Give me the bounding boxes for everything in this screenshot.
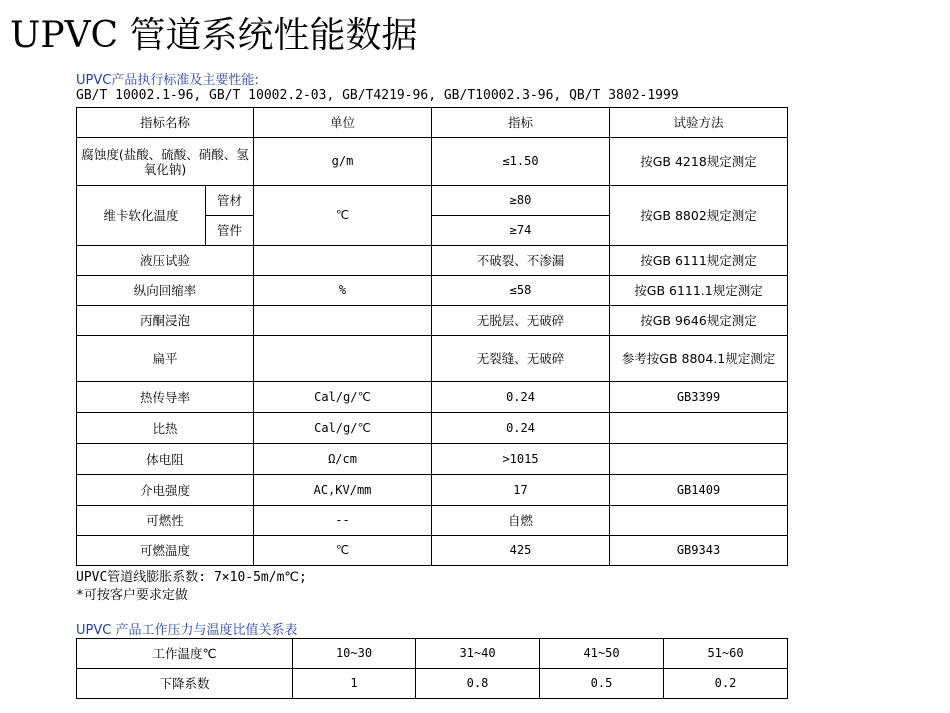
table-row: [77, 336, 788, 382]
row-unit: AC,KV/mm: [254, 475, 432, 506]
table-header-row: [77, 108, 788, 138]
coeff-value: 0.5: [540, 669, 664, 699]
row-value: 0.24: [432, 413, 610, 444]
custom-note: *可按客户要求定做: [76, 588, 188, 603]
row-subname: 管材: [206, 186, 254, 216]
row-value: ≤58: [432, 276, 610, 306]
table-row: [77, 276, 788, 306]
table-row: [77, 506, 788, 536]
row-method: 按GB 8802规定测定: [610, 186, 788, 246]
row-method: [610, 506, 788, 536]
row-unit: g/m: [254, 138, 432, 186]
row-method: [610, 444, 788, 475]
row-unit: [254, 336, 432, 382]
row-unit: Cal/g/℃: [254, 382, 432, 413]
table-row: [77, 382, 788, 413]
row-unit: ℃: [254, 536, 432, 566]
row-value: ≥80: [432, 186, 610, 216]
row-method: [610, 413, 788, 444]
header-method: 试验方法: [610, 108, 788, 138]
row-method: 按GB 6111规定测定: [610, 246, 788, 276]
row-unit: ℃: [254, 186, 432, 246]
row-name: 可燃温度: [77, 536, 254, 566]
row-value: 17: [432, 475, 610, 506]
temp-label: 工作温度℃: [77, 639, 293, 669]
standards-heading: UPVC产品执行标准及主要性能:: [76, 73, 259, 88]
row-unit: [254, 306, 432, 336]
row-value: 425: [432, 536, 610, 566]
coeff-label: 下降系数: [77, 669, 293, 699]
row-method: 参考按GB 8804.1规定测定: [610, 336, 788, 382]
table-row: [77, 246, 788, 276]
page-title: UPVC 管道系统性能数据: [10, 15, 418, 56]
table-row: [77, 669, 788, 699]
row-method: GB3399: [610, 382, 788, 413]
row-value: ≥74: [432, 216, 610, 246]
row-subname: 管件: [206, 216, 254, 246]
pressure-table: [76, 638, 788, 699]
row-unit: Ω/cm: [254, 444, 432, 475]
header-value: 指标: [432, 108, 610, 138]
row-unit: --: [254, 506, 432, 536]
row-value: ≤1.50: [432, 138, 610, 186]
header-name: 指标名称: [77, 108, 254, 138]
expansion-note: UPVC管道线膨胀系数: 7×10-5m/m℃;: [76, 570, 307, 585]
row-method: 按GB 6111.1规定测定: [610, 276, 788, 306]
row-name: 维卡软化温度: [77, 186, 206, 246]
table-row: [77, 475, 788, 506]
pressure-heading: UPVC 产品工作压力与温度比值关系表: [76, 623, 298, 638]
row-value: 不破裂、不渗漏: [432, 246, 610, 276]
table-row: [77, 413, 788, 444]
temp-range: 51~60: [664, 639, 788, 669]
row-name: 热传导率: [77, 382, 254, 413]
temp-range: 41~50: [540, 639, 664, 669]
row-name: 纵向回缩率: [77, 276, 254, 306]
header-unit: 单位: [254, 108, 432, 138]
row-method: 按GB 4218规定测定: [610, 138, 788, 186]
row-value: >1015: [432, 444, 610, 475]
row-name: 扁平: [77, 336, 254, 382]
coeff-value: 0.8: [416, 669, 540, 699]
row-name: 体电阻: [77, 444, 254, 475]
performance-table: [76, 107, 788, 566]
row-unit: [254, 246, 432, 276]
row-method: GB1409: [610, 475, 788, 506]
table-row: [77, 138, 788, 186]
row-method: 按GB 9646规定测定: [610, 306, 788, 336]
table-row: [77, 639, 788, 669]
row-name: 腐蚀度(盐酸、硫酸、硝酸、氢氧化钠): [77, 138, 254, 186]
row-name: 可燃性: [77, 506, 254, 536]
row-method: GB9343: [610, 536, 788, 566]
table-row: [77, 186, 788, 216]
table-row: [77, 444, 788, 475]
row-name: 介电强度: [77, 475, 254, 506]
table-row: [77, 306, 788, 336]
temp-range: 31~40: [416, 639, 540, 669]
row-name: 液压试验: [77, 246, 254, 276]
row-name: 比热: [77, 413, 254, 444]
table-row: [77, 536, 788, 566]
coeff-value: 0.2: [664, 669, 788, 699]
temp-range: 10~30: [293, 639, 416, 669]
row-unit: Cal/g/℃: [254, 413, 432, 444]
row-value: 无裂缝、无破碎: [432, 336, 610, 382]
row-value: 自燃: [432, 506, 610, 536]
standards-list: GB/T 10002.1-96, GB/T 10002.2-03, GB/T4219-96, GB/T10002.3-96, QB/T 3802-1999: [76, 88, 679, 103]
row-unit: %: [254, 276, 432, 306]
row-value: 0.24: [432, 382, 610, 413]
coeff-value: 1: [293, 669, 416, 699]
row-name: 丙酮浸泡: [77, 306, 254, 336]
row-value: 无脱层、无破碎: [432, 306, 610, 336]
